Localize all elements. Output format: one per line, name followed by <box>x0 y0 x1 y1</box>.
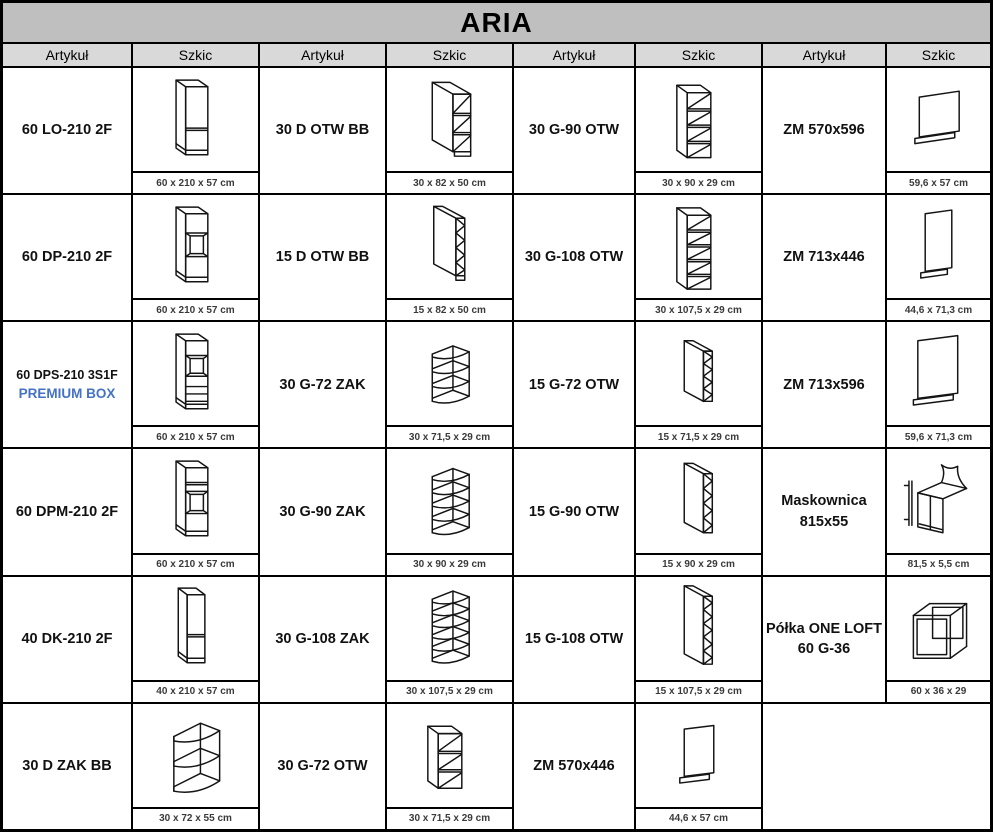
article-label: 40 DK-210 2F <box>21 630 113 647</box>
sketch-area <box>133 577 258 680</box>
dimension-label: 60 x 210 x 57 cm <box>133 553 258 575</box>
article-cell <box>3 449 131 574</box>
sketch-area <box>387 68 512 171</box>
article-label: 30 D ZAK BB <box>22 758 112 775</box>
sketch-cell <box>387 704 512 829</box>
mask-sketch-icon <box>887 453 990 549</box>
sketch-cell <box>636 704 761 829</box>
tall2f-n-sketch-icon <box>141 580 251 676</box>
dimension-label: 30 x 82 x 50 cm <box>387 171 512 193</box>
sketch-area <box>133 322 258 425</box>
dimension-label: 81,5 x 5,5 cm <box>887 553 990 575</box>
sketch-area <box>636 704 761 807</box>
sketch-cell <box>887 577 990 702</box>
article-cell <box>260 322 385 447</box>
article-label: 30 D OTW BB <box>275 122 370 139</box>
sketch-cell <box>887 68 990 193</box>
sketch-area <box>887 577 990 680</box>
sketch-cell <box>636 68 761 193</box>
article-cell <box>3 704 131 829</box>
tall-oven-sketch-icon <box>141 199 251 295</box>
article-label: Półka ONE LOFT <box>766 620 883 637</box>
article-label: 60 DPM-210 2F <box>15 503 119 520</box>
panel-sm-sketch-icon <box>644 707 754 803</box>
column-header-szkic: Szkic <box>887 44 990 66</box>
article-cell <box>763 577 885 702</box>
sketch-cell <box>387 322 512 447</box>
sketch-cell <box>636 449 761 574</box>
sketch-cell <box>133 704 258 829</box>
dimension-label: 40 x 210 x 57 cm <box>133 680 258 702</box>
article-sublabel: PREMIUM BOX <box>18 386 116 402</box>
sketch-area <box>887 195 990 298</box>
article-label: ZM 713x596 <box>783 376 865 393</box>
article-cell <box>260 449 385 574</box>
zig90-sketch-icon <box>644 453 754 549</box>
sketch-area <box>387 704 512 807</box>
article-cell <box>514 322 634 447</box>
article-cell <box>260 704 385 829</box>
sketch-cell <box>133 577 258 702</box>
sketch-area <box>636 322 761 425</box>
zig108-sketch-icon <box>644 580 754 676</box>
column-header-artykul: Artykuł <box>514 44 634 66</box>
zig-base-sketch-icon <box>395 199 505 295</box>
dimension-label: 30 x 71,5 x 29 cm <box>387 807 512 829</box>
article-sublabel: 815x55 <box>799 514 849 531</box>
article-label: 15 G-90 OTW <box>528 503 620 520</box>
sketch-area <box>133 449 258 552</box>
corner-base-sketch-icon <box>141 707 251 803</box>
wall3-sketch-icon <box>395 707 505 803</box>
sketch-area <box>387 195 512 298</box>
article-label: 15 D OTW BB <box>275 249 370 266</box>
dimension-label: 44,6 x 57 cm <box>636 807 761 829</box>
article-cell <box>260 68 385 193</box>
article-label: 30 G-108 ZAK <box>275 630 370 647</box>
sketch-cell <box>133 322 258 447</box>
tall-micro-sketch-icon <box>141 453 251 549</box>
zak4-sketch-icon <box>395 326 505 422</box>
sketch-area <box>636 449 761 552</box>
column-header-artykul: Artykuł <box>763 44 885 66</box>
column-header-szkic: Szkic <box>387 44 512 66</box>
article-label: 60 DP-210 2F <box>21 249 113 266</box>
zak6-sketch-icon <box>395 580 505 676</box>
sketch-area <box>387 322 512 425</box>
sketch-cell <box>387 195 512 320</box>
column-header-szkic: Szkic <box>133 44 258 66</box>
article-cell <box>260 577 385 702</box>
frame-sketch-icon <box>887 580 990 676</box>
sketch-area <box>387 449 512 552</box>
dimension-label: 60 x 210 x 57 cm <box>133 298 258 320</box>
dimension-label: 60 x 210 x 57 cm <box>133 171 258 193</box>
dimension-label: 59,6 x 57 cm <box>887 171 990 193</box>
article-cell <box>763 322 885 447</box>
sketch-cell <box>133 449 258 574</box>
sketch-area <box>133 704 258 807</box>
wall5-sketch-icon <box>644 199 754 295</box>
page-title: ARIA <box>3 3 990 44</box>
article-cell <box>514 195 634 320</box>
panel-sq-sketch-icon <box>887 72 990 168</box>
dimension-label: 30 x 107,5 x 29 cm <box>387 680 512 702</box>
article-label: 30 G-72 OTW <box>277 758 368 775</box>
article-cell <box>260 195 385 320</box>
article-cell <box>3 68 131 193</box>
sketch-area <box>887 449 990 552</box>
sketch-cell <box>387 449 512 574</box>
sketch-area <box>636 577 761 680</box>
article-label: 30 G-90 OTW <box>528 122 620 139</box>
sketch-cell <box>133 68 258 193</box>
sketch-area <box>387 577 512 680</box>
article-cell <box>514 449 634 574</box>
sketch-area <box>636 68 761 171</box>
dimension-label: 30 x 71,5 x 29 cm <box>387 425 512 447</box>
empty-cell <box>763 704 990 829</box>
article-label: Maskownica <box>781 493 867 510</box>
article-label: 15 G-72 OTW <box>528 376 620 393</box>
sketch-area <box>133 68 258 171</box>
column-header-szkic: Szkic <box>636 44 761 66</box>
tall2f-sketch-icon <box>141 72 251 168</box>
article-cell <box>3 195 131 320</box>
article-label: ZM 570x596 <box>783 122 865 139</box>
dimension-label: 30 x 72 x 55 cm <box>133 807 258 829</box>
dimension-label: 59,6 x 71,3 cm <box>887 425 990 447</box>
zak5-sketch-icon <box>395 453 505 549</box>
dimension-label: 15 x 107,5 x 29 cm <box>636 680 761 702</box>
catalog-table <box>3 44 990 829</box>
dimension-label: 15 x 82 x 50 cm <box>387 298 512 320</box>
dimension-label: 15 x 71,5 x 29 cm <box>636 425 761 447</box>
article-cell <box>763 449 885 574</box>
sketch-cell <box>636 195 761 320</box>
article-sublabel: 60 G-36 <box>797 641 851 658</box>
wall4-sketch-icon <box>644 72 754 168</box>
dimension-label: 30 x 90 x 29 cm <box>636 171 761 193</box>
panel-tw-sketch-icon <box>887 326 990 422</box>
sketch-cell <box>887 449 990 574</box>
sketch-cell <box>133 195 258 320</box>
article-label: 60 DPS-210 3S1F <box>16 367 118 382</box>
sketch-area <box>887 68 990 171</box>
article-label: 30 G-108 OTW <box>524 249 624 266</box>
article-cell <box>514 577 634 702</box>
article-cell <box>3 577 131 702</box>
sketch-cell <box>636 577 761 702</box>
article-label: 30 G-72 ZAK <box>279 376 366 393</box>
dimension-label: 60 x 36 x 29 <box>887 680 990 702</box>
sketch-cell <box>887 195 990 320</box>
sketch-cell <box>887 322 990 447</box>
article-cell <box>514 704 634 829</box>
dimension-label: 30 x 107,5 x 29 cm <box>636 298 761 320</box>
article-label: 60 LO-210 2F <box>21 122 113 139</box>
article-cell <box>763 195 885 320</box>
dimension-label: 15 x 90 x 29 cm <box>636 553 761 575</box>
article-label: ZM 570x446 <box>533 758 615 775</box>
article-label: ZM 713x446 <box>783 249 865 266</box>
sketch-cell <box>387 68 512 193</box>
base-open3-sketch-icon <box>395 72 505 168</box>
dimension-label: 60 x 210 x 57 cm <box>133 425 258 447</box>
sketch-cell <box>387 577 512 702</box>
zig72-sketch-icon <box>644 326 754 422</box>
panel-tn-sketch-icon <box>887 199 990 295</box>
sketch-area <box>887 322 990 425</box>
dimension-label: 44,6 x 71,3 cm <box>887 298 990 320</box>
dimension-label: 30 x 90 x 29 cm <box>387 553 512 575</box>
sketch-area <box>636 195 761 298</box>
article-cell <box>3 322 131 447</box>
article-cell <box>763 68 885 193</box>
sketch-area <box>133 195 258 298</box>
article-label: 30 G-90 ZAK <box>279 503 366 520</box>
column-header-artykul: Artykuł <box>3 44 131 66</box>
article-cell <box>514 68 634 193</box>
article-label: 15 G-108 OTW <box>524 630 624 647</box>
sketch-cell <box>636 322 761 447</box>
column-header-artykul: Artykuł <box>260 44 385 66</box>
tall-oven-dr-sketch-icon <box>141 326 251 422</box>
